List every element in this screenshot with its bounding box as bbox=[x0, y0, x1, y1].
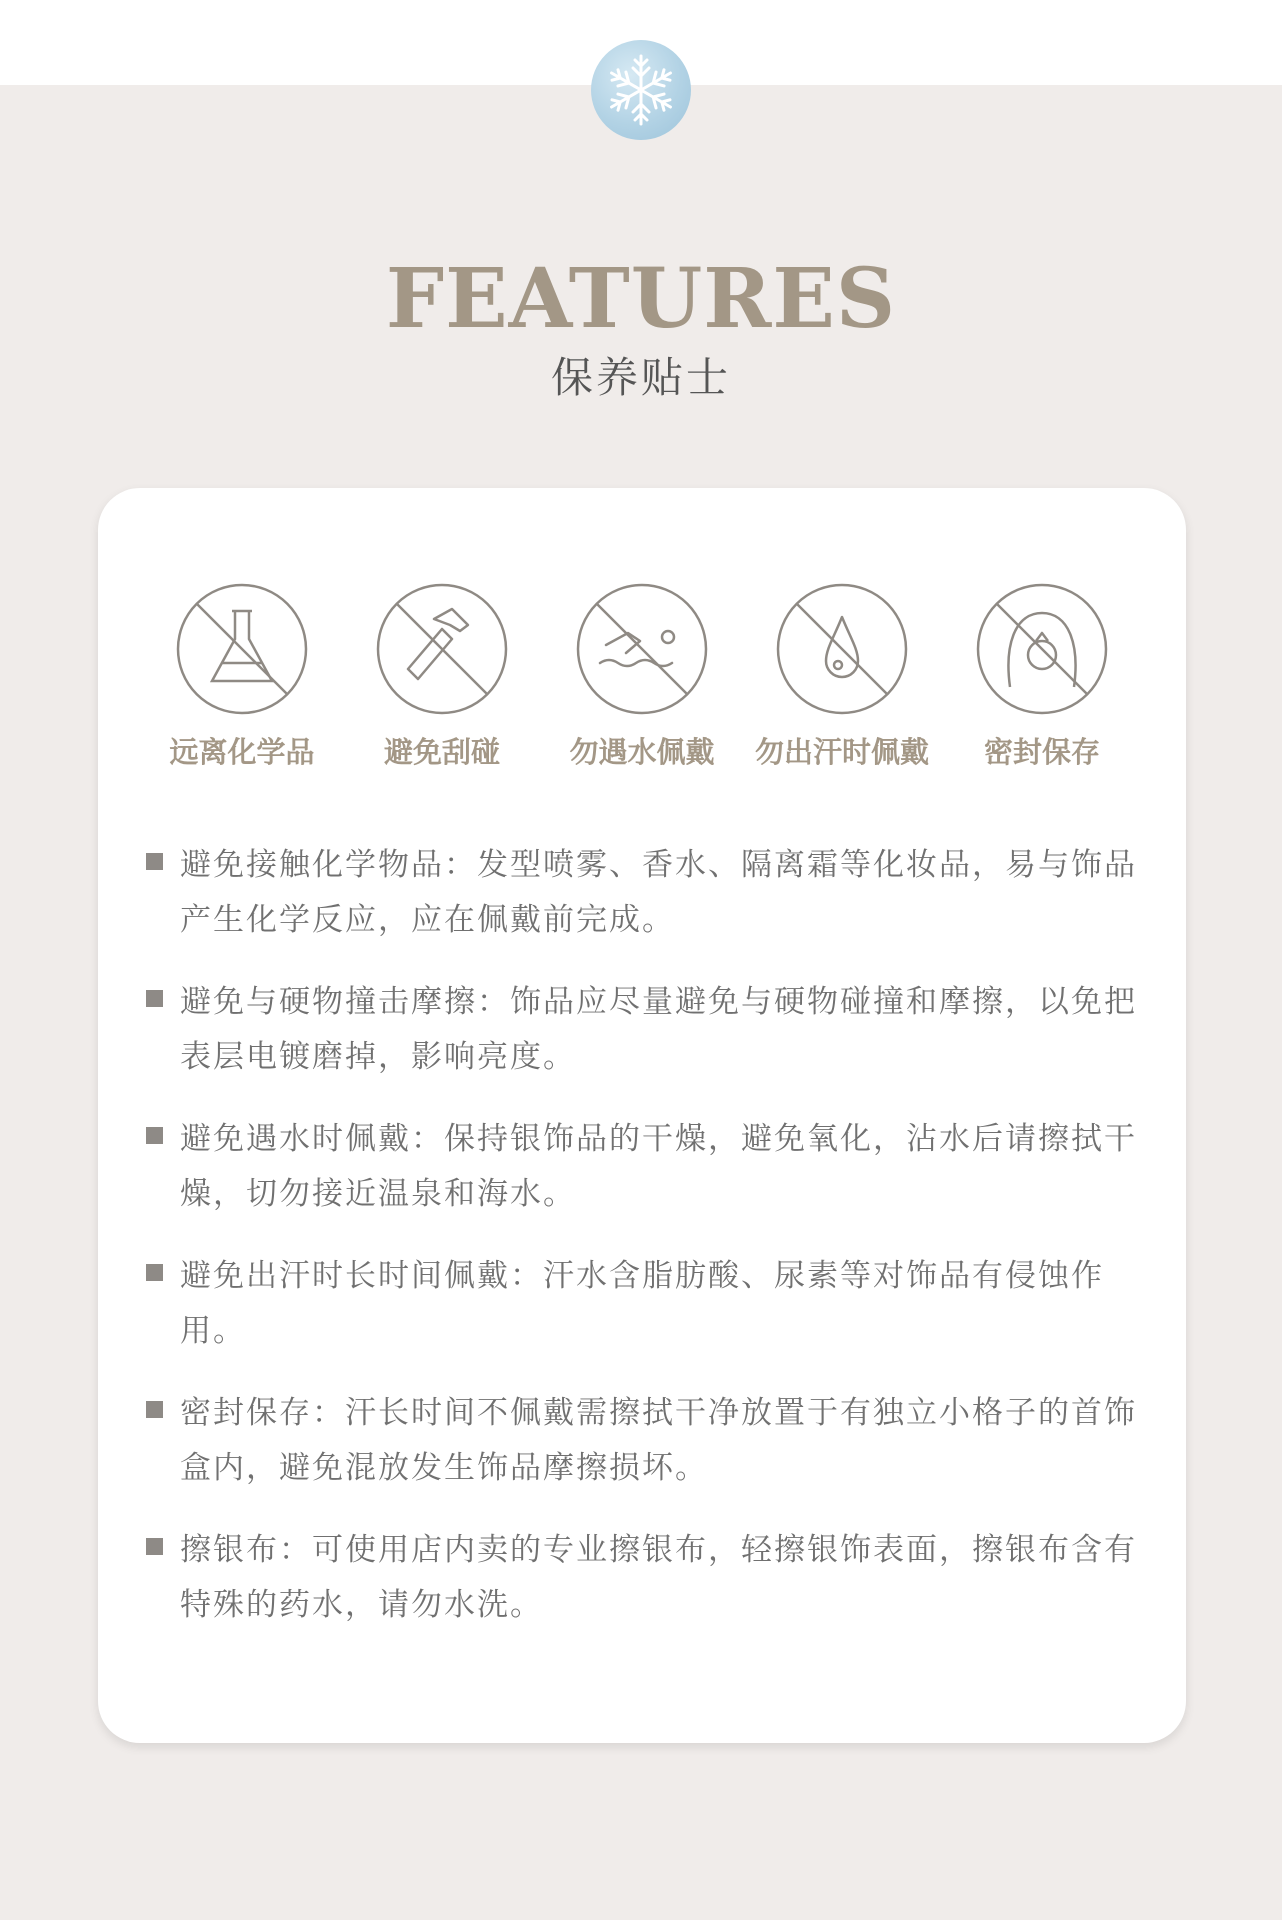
swimmer-icon bbox=[576, 583, 708, 715]
note-text: 擦银布：可使用店内卖的专业擦银布，轻擦银饰表面，擦银布含有特殊的药水，请勿水洗。 bbox=[180, 1532, 1137, 1623]
care-tips-card bbox=[98, 488, 1186, 1743]
bullet-square bbox=[146, 990, 163, 1007]
flask-icon bbox=[176, 583, 308, 715]
note-text: 密封保存：汗长时间不佩戴需擦拭干净放置于有独立小格子的首饰盒内，避免混放发生饰品摩擦损坏。 bbox=[180, 1395, 1137, 1486]
page-subtitle: 保养贴士 bbox=[550, 353, 731, 402]
list-item bbox=[146, 975, 1146, 1085]
icon-label: 勿出汗时佩戴 bbox=[754, 735, 929, 769]
drop-icon bbox=[776, 583, 908, 715]
note-text: 避免接触化学物品：发型喷雾、香水、隔离霜等化妆品，易与饰品产生化学反应，应在佩戴前完成。 bbox=[180, 847, 1137, 938]
hammer-icon bbox=[376, 583, 508, 715]
list-item bbox=[146, 1112, 1146, 1222]
list-item bbox=[146, 1386, 1146, 1496]
ring-box-icon bbox=[976, 583, 1108, 715]
icon-label: 远离化学品 bbox=[169, 735, 315, 769]
bullet-square bbox=[146, 1401, 163, 1418]
icon-label: 避免刮碰 bbox=[383, 735, 500, 769]
list-item bbox=[146, 838, 1146, 948]
snowflake-icon bbox=[601, 50, 681, 130]
snowflake-badge bbox=[591, 40, 691, 140]
bullet-square bbox=[146, 1264, 163, 1281]
bullet-square bbox=[146, 853, 163, 870]
bullet-square bbox=[146, 1127, 163, 1144]
list-item bbox=[146, 1249, 1146, 1359]
icon-row bbox=[98, 583, 1186, 783]
list-item bbox=[146, 1523, 1146, 1633]
care-notes-list bbox=[146, 838, 1146, 1660]
icon-label: 密封保存 bbox=[983, 735, 1100, 769]
icon-label: 勿遇水佩戴 bbox=[569, 735, 715, 769]
note-text: 避免与硬物撞击摩擦：饰品应尽量避免与硬物碰撞和摩擦，以免把表层电镀磨掉，影响亮度。 bbox=[180, 984, 1137, 1075]
note-text: 避免遇水时佩戴：保持银饰品的干燥，避免氧化，沾水后请擦拭干燥，切勿接近温泉和海水。 bbox=[180, 1121, 1137, 1212]
page-title: FEATURES bbox=[385, 251, 897, 347]
bullet-square bbox=[146, 1538, 163, 1555]
note-text: 避免出汗时长时间佩戴：汗水含脂肪酸、尿素等对饰品有侵蚀作用。 bbox=[180, 1258, 1104, 1349]
